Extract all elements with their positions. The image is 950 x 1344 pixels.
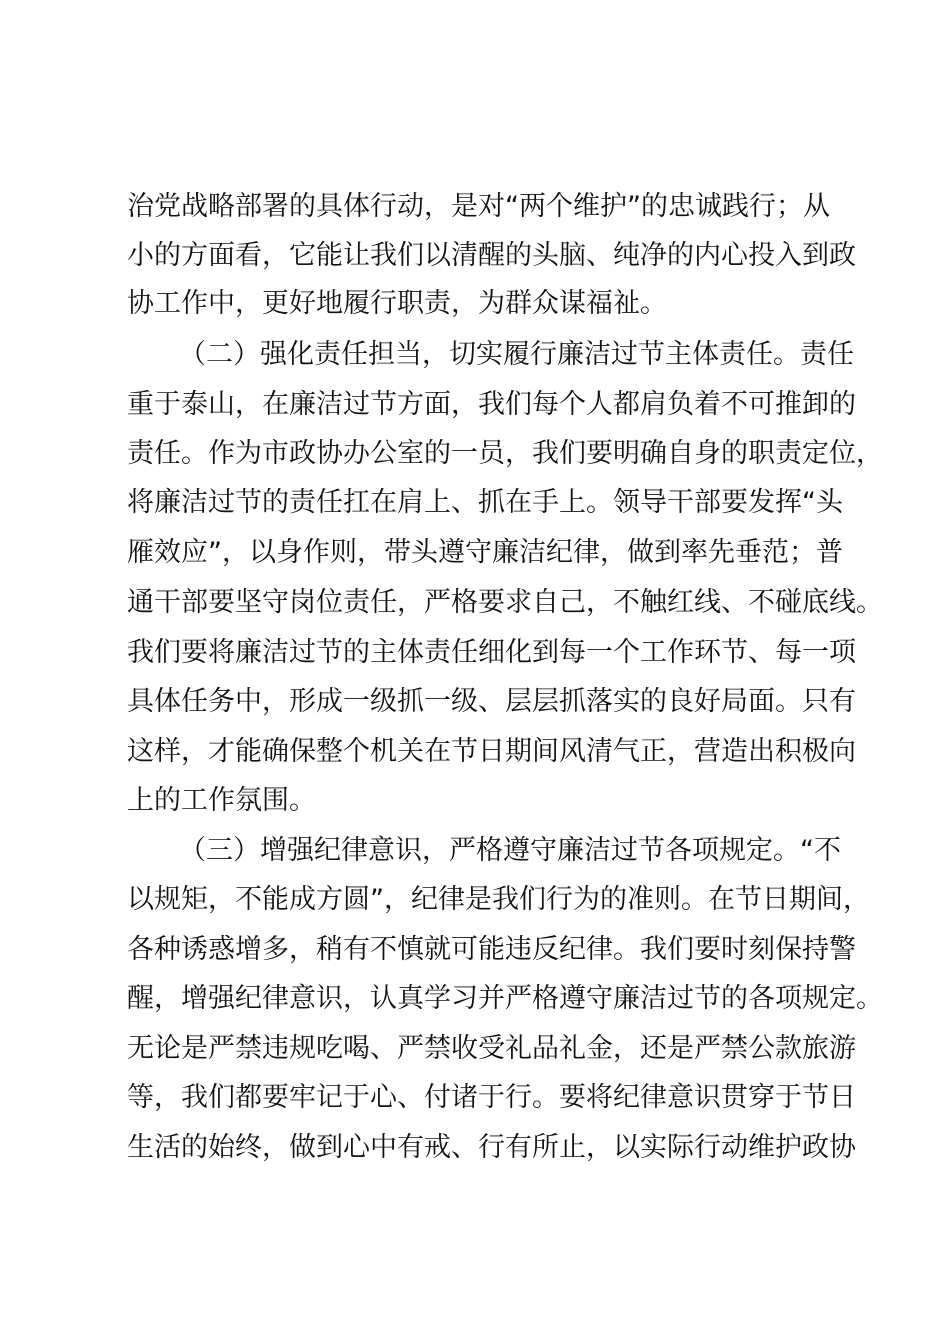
section-heading-2: （二）强化责任担当，切实履行廉洁过节主体责任。责任	[179, 339, 854, 370]
text-line: 以规矩，不能成方圆”，纪律是我们行为的准则。在节日期间，	[127, 884, 870, 915]
text-line: 我们要将廉洁过节的主体责任细化到每一个工作环节、每一项	[127, 637, 856, 668]
text-line: 通干部要坚守岗位责任，严格要求自己，不触红线、不碰底线。	[127, 587, 883, 618]
text-line: 重于泰山，在廉洁过节方面，我们每个人都肩负着不可推卸的	[127, 389, 856, 420]
text-line: 这样，才能确保整个机关在节日期间风清气正，营造出积极向	[127, 736, 856, 767]
text-line: 协工作中，更好地履行职责，为群众谋福祉。	[127, 288, 667, 319]
text-line: 责任。作为市政协办公室的一员，我们要明确自身的职责定位，	[127, 438, 883, 469]
text-line: 上的工作氛围。	[127, 785, 316, 816]
text-line: 生活的始终，做到心中有戒、行有所止，以实际行动维护政协	[127, 1132, 856, 1163]
text-line: 等，我们都要牢记于心、付诸于行。要将纪律意识贯穿于节日	[127, 1082, 856, 1113]
text-line: 醒，增强纪律意识，认真学习并严格遵守廉洁过节的各项规定。	[127, 983, 883, 1014]
text-line: 将廉洁过节的责任扛在肩上、抓在手上。领导干部要发挥“头	[127, 487, 843, 518]
text-line: 无论是严禁违规吃喝、严禁收受礼品礼金，还是严禁公款旅游	[127, 1033, 856, 1064]
text-line: 雁效应”，以身作则，带头遵守廉洁纪律，做到率先垂范；普	[127, 537, 843, 568]
section-heading-3: （三）增强纪律意识，严格遵守廉洁过节各项规定。“不	[179, 835, 841, 866]
text-line: 小的方面看，它能让我们以清醒的头脑、纯净的内心投入到政	[127, 240, 856, 271]
text-line: 治党战略部署的具体行动，是对“两个维护”的忠诚践行；从	[127, 191, 830, 222]
text-line: 各种诱惑增多，稍有不慎就可能违反纪律。我们要时刻保持警	[127, 934, 856, 965]
text-line: 具体任务中，形成一级抓一级、层层抓落实的良好局面。只有	[127, 686, 856, 717]
